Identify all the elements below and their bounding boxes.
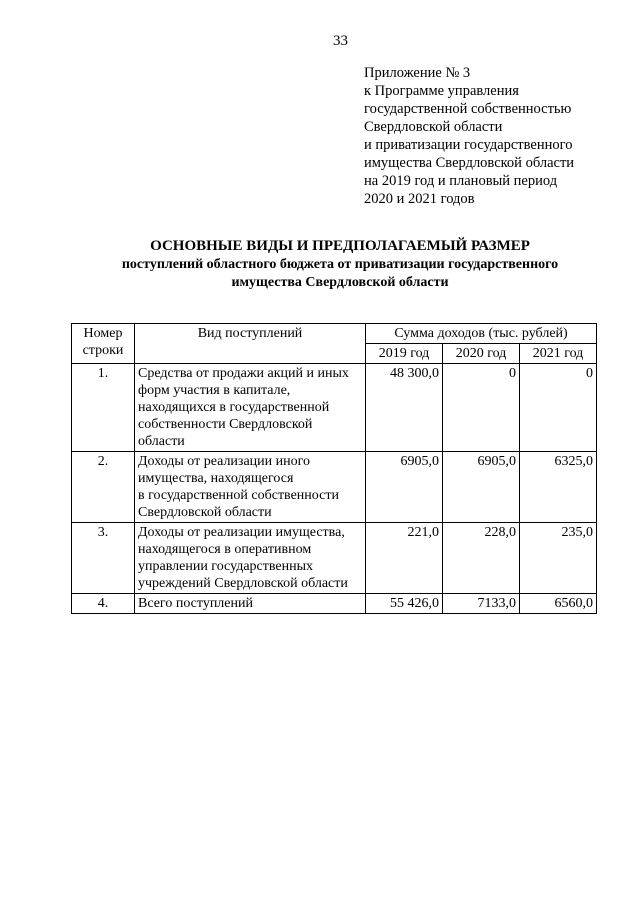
value-2020: 228,0 bbox=[443, 523, 520, 594]
page-number: 33 bbox=[333, 33, 348, 49]
revenue-type-line: собственности Свердловской bbox=[138, 417, 313, 432]
row-number: 4. bbox=[72, 594, 135, 614]
revenue-type-line: Доходы от реализации имущества, bbox=[138, 525, 345, 540]
table-row bbox=[72, 523, 597, 594]
value-2021: 235,0 bbox=[520, 523, 597, 594]
appendix-line: на 2019 год и плановый период bbox=[364, 173, 558, 189]
document-heading bbox=[60, 236, 620, 292]
revenue-type-line: форм участия в капитале, bbox=[138, 383, 291, 398]
header-year: 2021 год bbox=[520, 344, 597, 364]
revenue-type-line: имущества, находящегося bbox=[138, 471, 294, 486]
header-row-number bbox=[72, 324, 135, 364]
revenue-type bbox=[135, 364, 366, 452]
table-row bbox=[72, 364, 597, 452]
revenue-type-line: Средства от продажи акций и иных bbox=[138, 366, 349, 381]
heading-subtitle-line: поступлений областного бюджета от приватизации государственного bbox=[121, 257, 559, 272]
revenue-type-line: Всего поступлений bbox=[138, 596, 253, 611]
appendix-line: и приватизации государственного bbox=[364, 137, 573, 153]
revenue-type bbox=[135, 594, 366, 614]
heading-subtitle-line: имущества Свердловской области bbox=[231, 275, 449, 290]
header-sum: Сумма доходов (тыс. рублей) bbox=[366, 324, 597, 344]
revenue-type-line: области bbox=[138, 434, 185, 449]
header-revenue-type: Вид поступлений bbox=[135, 324, 366, 364]
appendix-line: Приложение № 3 bbox=[364, 65, 471, 81]
appendix-line: к Программе управления bbox=[364, 83, 519, 99]
value-2019: 55 426,0 bbox=[366, 594, 443, 614]
value-2019: 221,0 bbox=[366, 523, 443, 594]
revenue-type bbox=[135, 523, 366, 594]
appendix-line: имущества Свердловской области bbox=[364, 155, 575, 171]
row-number: 1. bbox=[72, 364, 135, 452]
value-2020: 6905,0 bbox=[443, 452, 520, 523]
header-year: 2019 год bbox=[366, 344, 443, 364]
revenue-type-line: управлении государственных bbox=[138, 559, 313, 574]
revenue-type-line: находящегося в оперативном bbox=[138, 542, 312, 557]
value-2019: 48 300,0 bbox=[366, 364, 443, 452]
header-row-number-line: строки bbox=[82, 343, 124, 358]
revenue-type-line: в государственной собственности bbox=[138, 488, 339, 503]
appendix-line: государственной собственностью bbox=[364, 101, 572, 117]
value-2021: 0 bbox=[520, 364, 597, 452]
row-number: 2. bbox=[72, 452, 135, 523]
revenue-type-line: Доходы от реализации иного bbox=[138, 454, 311, 469]
revenue-table bbox=[71, 323, 597, 614]
table-row-total bbox=[72, 594, 597, 614]
row-number: 3. bbox=[72, 523, 135, 594]
appendix-line: 2020 и 2021 годов bbox=[364, 191, 475, 207]
table-row bbox=[72, 452, 597, 523]
revenue-type-line: учреждений Свердловской области bbox=[138, 576, 348, 591]
appendix-line: Свердловской области bbox=[364, 119, 503, 135]
header-year: 2020 год bbox=[443, 344, 520, 364]
value-2021: 6560,0 bbox=[520, 594, 597, 614]
revenue-type-line: находящихся в государственной bbox=[138, 400, 330, 415]
table-header-row bbox=[72, 324, 597, 344]
header-row-number-line: Номер bbox=[83, 326, 123, 341]
value-2019: 6905,0 bbox=[366, 452, 443, 523]
appendix-note bbox=[364, 64, 626, 208]
heading-title: ОСНОВНЫЕ ВИДЫ И ПРЕДПОЛАГАЕМЫЙ РАЗМЕР bbox=[150, 238, 530, 254]
value-2020: 0 bbox=[443, 364, 520, 452]
value-2020: 7133,0 bbox=[443, 594, 520, 614]
revenue-type bbox=[135, 452, 366, 523]
revenue-type-line: Свердловской области bbox=[138, 505, 272, 520]
value-2021: 6325,0 bbox=[520, 452, 597, 523]
